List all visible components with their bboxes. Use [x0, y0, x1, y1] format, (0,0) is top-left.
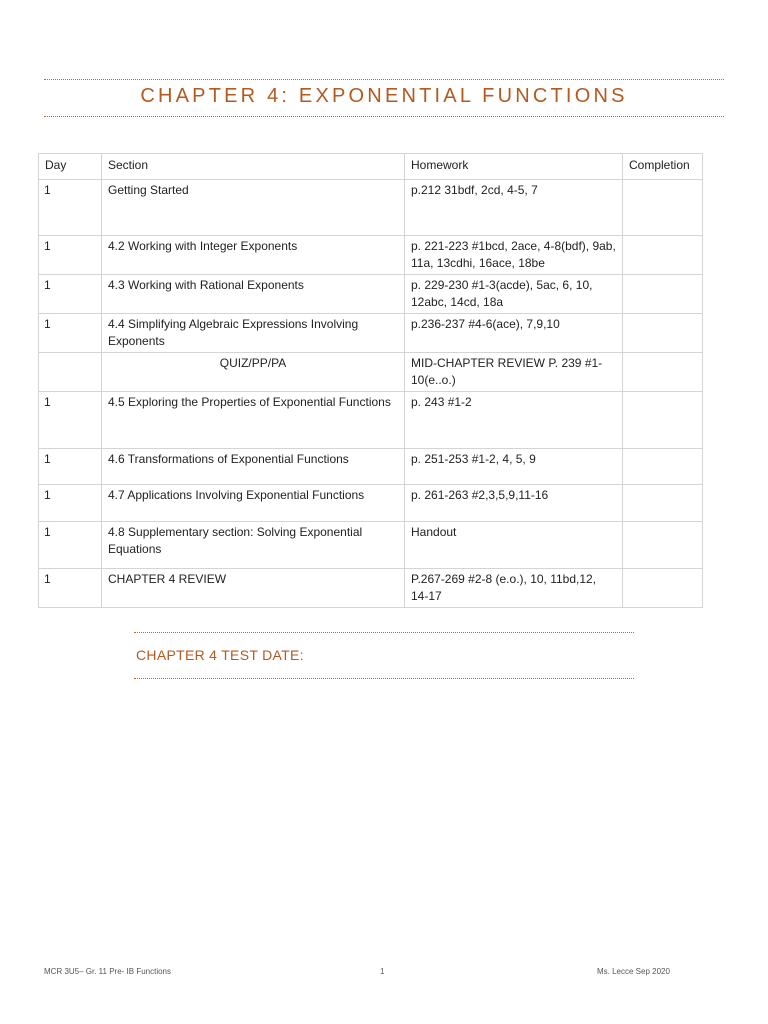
cell-section: CHAPTER 4 REVIEW [102, 569, 405, 608]
table-row [39, 180, 703, 236]
test-date-box [134, 632, 634, 679]
cell-day: 1 [39, 236, 102, 275]
cell-homework: p.236-237 #4-6(ace), 7,9,10 [405, 314, 623, 353]
cell-completion [623, 522, 703, 569]
cell-homework: Handout [405, 522, 623, 569]
cell-day: 1 [39, 392, 102, 449]
header-completion: Completion [623, 154, 703, 180]
footer-teacher-date: Ms. Lecce Sep 2020 [597, 967, 670, 976]
table-row [39, 314, 703, 353]
page-title: CHAPTER 4: EXPONENTIAL FUNCTIONS [140, 85, 628, 107]
cell-completion [623, 236, 703, 275]
table-row [39, 392, 703, 449]
cell-section: 4.8 Supplementary section: Solving Exponential Equations [102, 522, 405, 569]
cell-homework: p. 229-230 #1-3(acde), 5ac, 6, 10, 12abc, 14cd, 18a [405, 275, 623, 314]
table-row [39, 275, 703, 314]
cell-day: 1 [39, 180, 102, 236]
cell-day: 1 [39, 275, 102, 314]
cell-day: 1 [39, 569, 102, 608]
footer-course: MCR 3U5– Gr. 11 Pre- IB Functions [44, 967, 172, 976]
table-row [39, 449, 703, 485]
cell-day [39, 353, 102, 392]
cell-completion [623, 275, 703, 314]
cell-section: 4.3 Working with Rational Exponents [102, 275, 405, 314]
cell-section: 4.5 Exploring the Properties of Exponential Functions [102, 392, 405, 449]
footer-page-number: 1 [380, 967, 385, 976]
cell-day: 1 [39, 314, 102, 353]
table-row [39, 353, 703, 392]
cell-day: 1 [39, 522, 102, 569]
title-box [44, 79, 724, 117]
cell-day: 1 [39, 485, 102, 522]
cell-section: 4.4 Simplifying Algebraic Expressions Involving Exponents [102, 314, 405, 353]
cell-homework: p. 243 #1-2 [405, 392, 623, 449]
cell-completion [623, 569, 703, 608]
header-section: Section [102, 154, 405, 180]
header-homework: Homework [405, 154, 623, 180]
table-header-row [39, 154, 703, 180]
cell-section: QUIZ/PP/PA [102, 353, 405, 392]
cell-homework: p. 251-253 #1-2, 4, 5, 9 [405, 449, 623, 485]
test-date-label: CHAPTER 4 TEST DATE: [136, 647, 304, 663]
cell-completion [623, 314, 703, 353]
table-row [39, 236, 703, 275]
cell-homework: p. 221-223 #1bcd, 2ace, 4-8(bdf), 9ab, 11a, 13cdhi, 16ace, 18be [405, 236, 623, 275]
cell-section: 4.2 Working with Integer Exponents [102, 236, 405, 275]
cell-homework: P.267-269 #2-8 (e.o.), 10, 11bd,12, 14-17 [405, 569, 623, 608]
cell-homework: p.212 31bdf, 2cd, 4-5, 7 [405, 180, 623, 236]
cell-section: 4.7 Applications Involving Exponential Functions [102, 485, 405, 522]
cell-completion [623, 353, 703, 392]
cell-completion [623, 485, 703, 522]
table-row [39, 569, 703, 608]
cell-day: 1 [39, 449, 102, 485]
cell-completion [623, 449, 703, 485]
cell-completion [623, 180, 703, 236]
header-day: Day [39, 154, 102, 180]
cell-section: Getting Started [102, 180, 405, 236]
cell-section: 4.6 Transformations of Exponential Functions [102, 449, 405, 485]
table-row [39, 522, 703, 569]
homework-table [38, 153, 703, 608]
table-row [39, 485, 703, 522]
cell-homework: MID-CHAPTER REVIEW P. 239 #1-10(e..o.) [405, 353, 623, 392]
cell-completion [623, 392, 703, 449]
cell-homework: p. 261-263 #2,3,5,9,11-16 [405, 485, 623, 522]
